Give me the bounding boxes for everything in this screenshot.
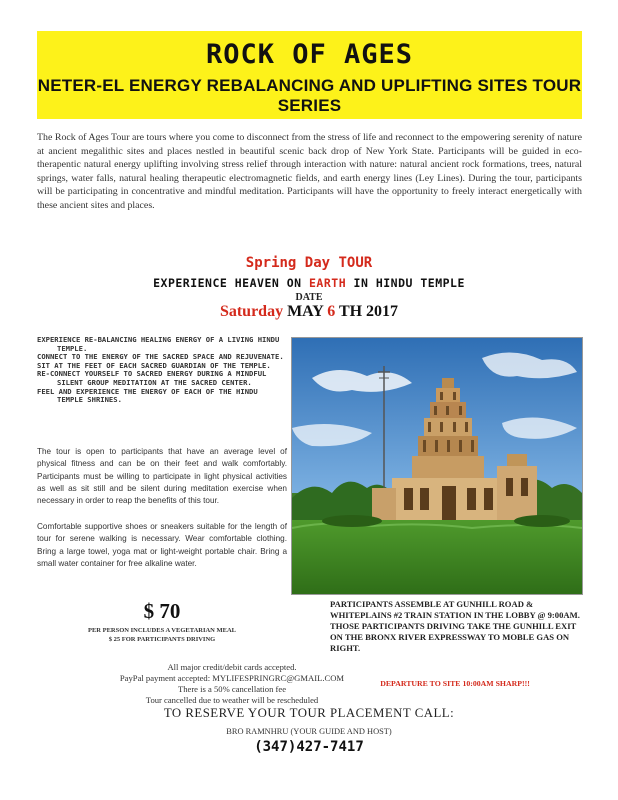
temple-photo — [291, 337, 583, 595]
headline-pre: EXPERIENCE HEAVEN ON — [153, 276, 309, 290]
headline-highlight: EARTH — [309, 276, 347, 290]
date-number: 6 — [327, 303, 336, 320]
price-amount: $ 70 — [143, 599, 181, 623]
headline-post: IN HINDU TEMPLE — [346, 276, 465, 290]
clothing-paragraph: Comfortable supportive shoes or sneakers suitable for the length of tour for serene walking is necessary. Wear comfortable clothing. Bring a large towel, yoga mat or light-weight portable chair. Bring a small water container for free alkaline water. — [37, 522, 287, 568]
date-month: MAY — [287, 303, 324, 320]
experience-item: SIT AT THE FEET OF EACH SACRED GUARDIAN OF THE TEMPLE. — [37, 360, 271, 370]
title-banner — [37, 31, 582, 119]
assembly-point: PARTICIPANTS ASSEMBLE AT GUNHILL ROAD & WHITEPLAINS #2 TRAIN STATION IN THE LOBBY @ 9:00AM. — [330, 599, 580, 620]
experience-item: CONNECT TO THE ENERGY OF THE SACRED SPACE AND REJUVENATE. — [37, 352, 284, 362]
price-note-meal: PER PERSON INCLUDES A VEGETARIAN MEAL — [87, 627, 237, 634]
page-title: ROCK OF AGES — [205, 39, 414, 70]
tour-title: Spring Day TOUR — [245, 255, 373, 271]
fitness-paragraph: The tour is open to participants that have an average level of physical fitness and can be on their feet and walk comfortably. Participants must be willing to participate in light physical activities as well as sit still and be silent during meditation exercise when necessary in order to reap the benefits of this tour. — [37, 447, 287, 506]
experience-item: FEEL AND EXPERIENCE THE ENERGY OF EACH OF THE HINDU TEMPLE SHRINES. — [37, 386, 258, 405]
reserve-heading: TO RESERVE YOUR TOUR PLACEMENT CALL: — [163, 706, 455, 720]
intro-paragraph: The Rock of Ages Tour are tours where you come to disconnect from the stress of life and reconnect to the empowering serenity of nature at ancient megalithic sites and places nestled in beautiful scenic back drop of New York State. Participants will be guided in eco-therapentic natural energy uplifting involving stress relief through interaction with nature: natural ancient rock formations, trees, natural springs, water falls, natural healing therapeutic electromagnetic fields, and earth energy lines (Ley Lines). During the tour, participants will be participating in concentrative and mindful meditation. Participants will have the opportunity to freely interact energetically with these ancient sites and places. — [37, 132, 582, 211]
departure-time: DEPARTURE TO SITE 10:00AM SHARP!!! — [380, 679, 530, 688]
phone-number[interactable]: (347)427-7417 — [254, 739, 364, 755]
date-day: Saturday — [219, 303, 284, 320]
cancellation-fee: There is a 50% cancellation fee — [177, 684, 287, 694]
price-note-driving: $ 25 FOR PARTICIPANTS DRIVING — [108, 636, 216, 643]
experience-item: EXPERIENCE RE-BALANCING HEALING ENERGY OF A LIVING HINDU TEMPLE. — [37, 335, 280, 353]
payment-info — [37, 662, 427, 706]
experience-item: RE-CONNECT YOURSELF TO SACRED ENERGY DURING A MINDFUL SILENT GROUP MEDITATION AT THE SACRED CENTER. — [37, 369, 267, 387]
tour-headline — [0, 276, 618, 290]
payment-cards: All major credit/debit cards accepted. — [167, 662, 297, 672]
payment-paypal: PayPal payment accepted: MYLIFESPRINGRC@GMAIL.COM — [119, 673, 345, 683]
driving-directions: THOSE PARTICIPANTS DRIVING TAKE THE GUNHILL EXIT ON THE BRONX RIVER EXPRESSWAY TO MOBLE GAS ON RIGHT. — [330, 621, 577, 653]
tour-date — [0, 303, 618, 321]
date-rest: TH 2017 — [338, 303, 399, 320]
experience-list — [37, 336, 287, 405]
page-subtitle: NETER-EL ENERGY REBALANCING AND UPLIFTING SITES TOUR SERIES — [37, 76, 582, 115]
weather-policy: Tour cancelled due to weather will be rescheduled — [145, 695, 319, 705]
host-name: BRO RAMNHRU (YOUR GUIDE AND HOST) — [226, 727, 392, 736]
assembly-info — [330, 599, 580, 654]
date-label: DATE — [295, 292, 323, 303]
